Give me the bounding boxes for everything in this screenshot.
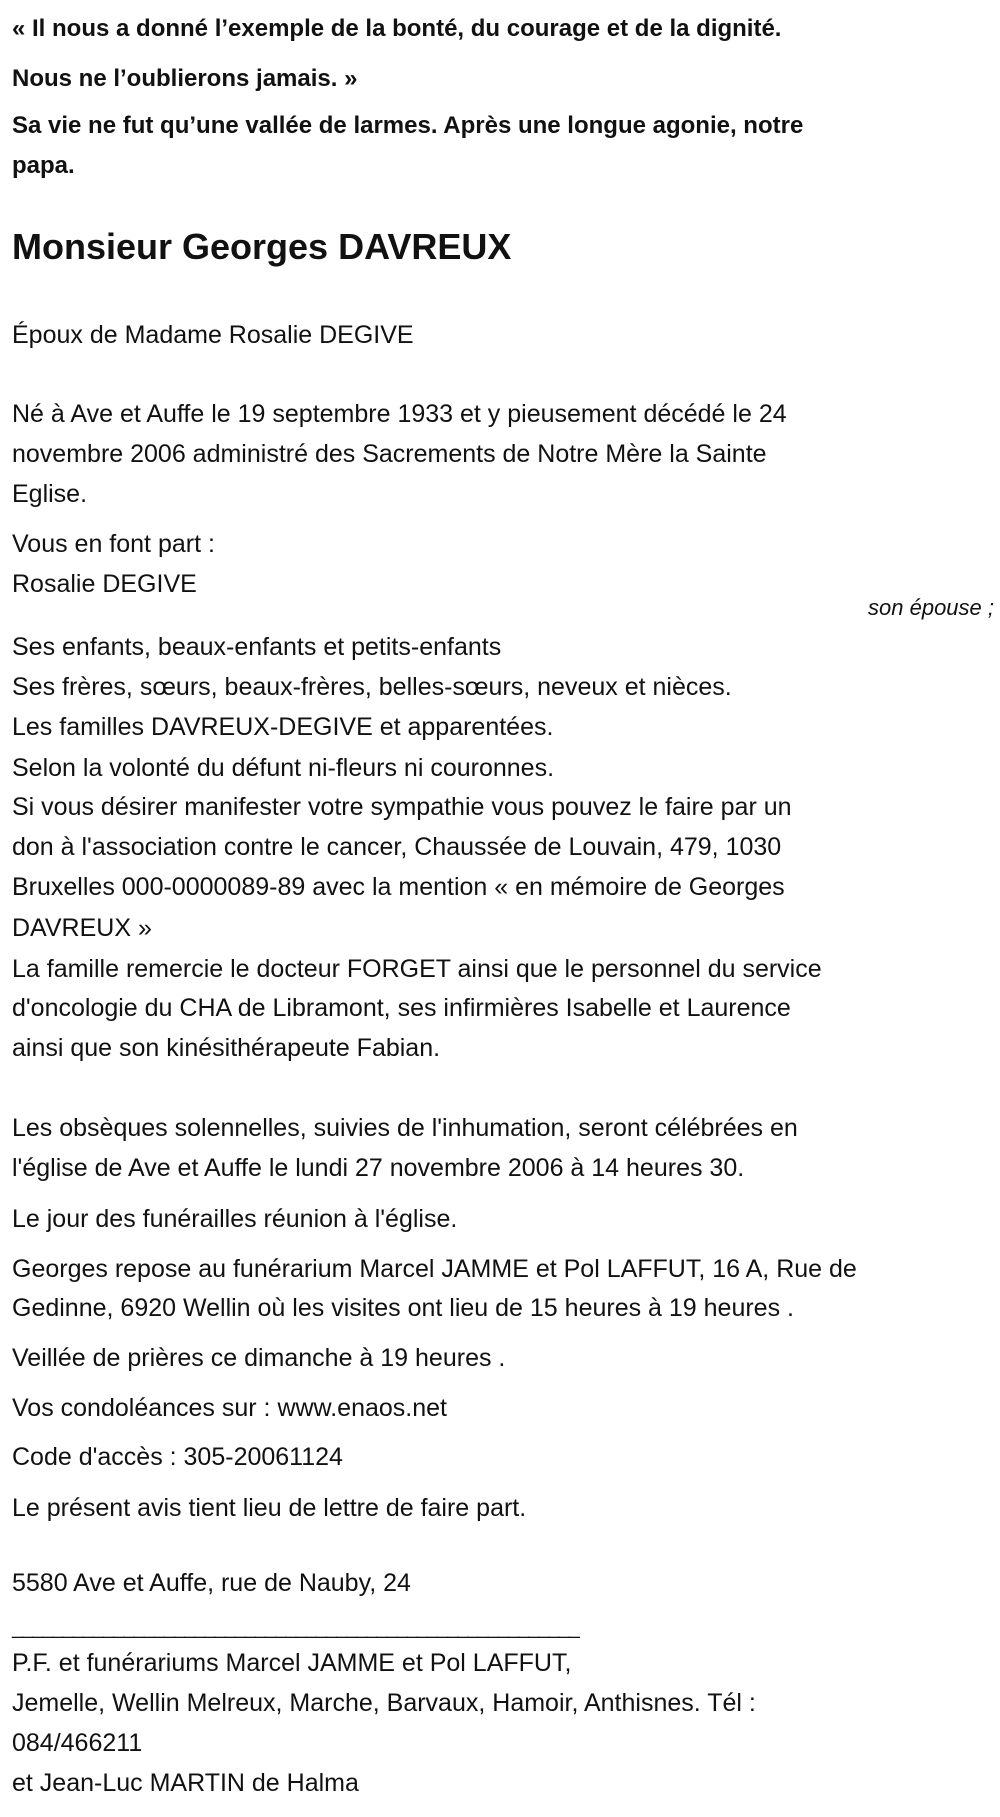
announce-role: son épouse ; — [868, 595, 994, 620]
family-line: Ses frères, sœurs, beaux-frères, belles-sœurs, neveux et nièces. — [12, 673, 732, 701]
spouse-line: Époux de Madame Rosalie DEGIVE — [12, 321, 414, 349]
announce-intro: Vous en font part : — [12, 530, 215, 558]
footer-line: 084/466211 — [12, 1729, 143, 1757]
separator: ________________________________________________________ — [12, 1617, 579, 1639]
birth-line: novembre 2006 administré des Sacrements de Notre Mère la Sainte — [12, 440, 767, 468]
page-title: Monsieur Georges DAVREUX — [12, 226, 512, 267]
intro-line: Sa vie ne fut qu’une vallée de larmes. Après une longue agonie, notre — [12, 112, 804, 139]
birth-line: Né à Ave et Auffe le 19 septembre 1933 et y pieusement décédé le 24 — [12, 400, 787, 428]
family-line: don à l'association contre le cancer, Chaussée de Louvain, 479, 1030 — [12, 833, 782, 861]
family-line: ainsi que son kinésithérapeute Fabian. — [12, 1034, 441, 1062]
family-line: Ses enfants, beaux-enfants et petits-enfants — [12, 633, 502, 661]
footer-line: P.F. et funérariums Marcel JAMME et Pol LAFFUT, — [12, 1649, 572, 1677]
quote-line: « Il nous a donné l’exemple de la bonté, du courage et de la dignité. — [12, 15, 782, 42]
condolences-line: Vos condoléances sur : www.enaos.net — [12, 1394, 447, 1422]
family-line: Les familles DAVREUX-DEGIVE et apparentées. — [12, 713, 554, 741]
announce-name: Rosalie DEGIVE — [12, 570, 197, 598]
funeral-line: Les obsèques solennelles, suivies de l'inhumation, seront célébrées en — [12, 1114, 798, 1142]
family-line: DAVREUX » — [12, 914, 152, 942]
family-line: d'oncologie du CHA de Libramont, ses infirmières Isabelle et Laurence — [12, 994, 791, 1022]
footer-line: Jemelle, Wellin Melreux, Marche, Barvaux, Hamoir, Anthisnes. Tél : — [12, 1689, 756, 1717]
intro-line: papa. — [12, 152, 75, 179]
family-line: La famille remercie le docteur FORGET ainsi que le personnel du service — [12, 955, 822, 983]
address: 5580 Ave et Auffe, rue de Nauby, 24 — [12, 1569, 411, 1597]
funeral-line: l'église de Ave et Auffe le lundi 27 novembre 2006 à 14 heures 30. — [12, 1154, 745, 1182]
funeral-line: Georges repose au funérarium Marcel JAMME et Pol LAFFUT, 16 A, Rue de — [12, 1255, 857, 1283]
funeral-line: Le jour des funérailles réunion à l'église. — [12, 1205, 458, 1233]
family-line: Bruxelles 000-0000089-89 avec la mention « en mémoire de Georges — [12, 873, 785, 901]
quote-line: Nous ne l’oublierons jamais. » — [12, 65, 358, 92]
funeral-line: Veillée de prières ce dimanche à 19 heures . — [12, 1344, 506, 1372]
footer-line: et Jean-Luc MARTIN de Halma — [12, 1769, 359, 1797]
birth-line: Eglise. — [12, 480, 88, 508]
funeral-line: Gedinne, 6920 Wellin où les visites ont lieu de 15 heures à 19 heures . — [12, 1294, 794, 1322]
funeral-line: Le présent avis tient lieu de lettre de faire part. — [12, 1494, 527, 1522]
access-code-line: Code d'accès : 305-20061124 — [12, 1443, 343, 1471]
family-line: Si vous désirer manifester votre sympathie vous pouvez le faire par un — [12, 793, 792, 821]
family-line: Selon la volonté du défunt ni-fleurs ni couronnes. — [12, 754, 555, 782]
